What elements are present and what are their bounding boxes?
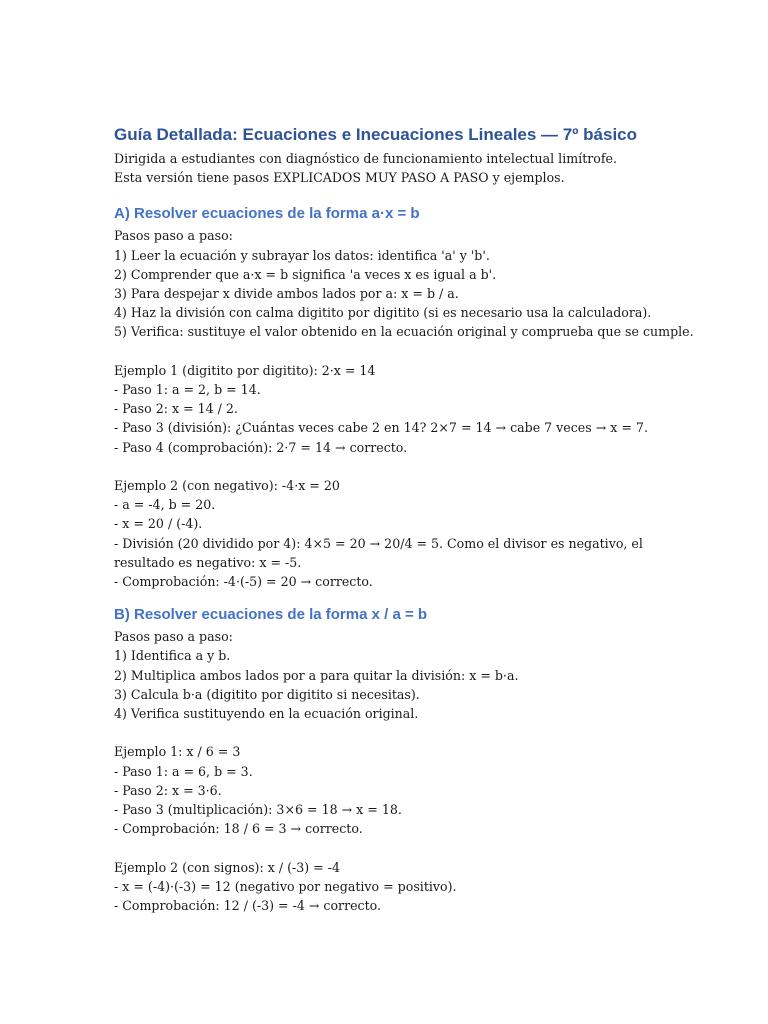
example-line: - x = 20 / (-4). [114, 516, 203, 532]
step-line: 2) Comprender que a·x = b significa 'a veces x es igual a b'. [114, 266, 497, 282]
example-line: - Comprobación: 18 / 6 = 3 → correcto. [114, 821, 363, 837]
example-line: - x = (-4)·(-3) = 12 (negativo por negativo = positivo). [114, 878, 457, 894]
example-heading: Ejemplo 1 (digitito por digitito): 2·x = 14 [114, 362, 376, 378]
intro-line: Dirigida a estudiantes con diagnóstico de funcionamiento intelectual limítrofe. [114, 151, 617, 166]
section-b-body [114, 627, 734, 915]
example-line: - Paso 2: x = 3·6. [114, 782, 222, 798]
step-line: 4) Verifica sustituyendo en la ecuación original. [114, 706, 419, 722]
example-line: - Paso 4 (comprobación): 2·7 = 14 → correcto. [114, 439, 408, 455]
example-line: - a = -4, b = 20. [114, 497, 216, 513]
spacer [114, 342, 734, 361]
section-b-heading: B) Resolver ecuaciones de la forma x / a = b [114, 606, 428, 624]
section-a-heading: A) Resolver ecuaciones de la forma a·x = b [114, 205, 420, 223]
example-line: - Paso 1: a = 2, b = 14. [114, 382, 261, 398]
document-page [114, 124, 734, 915]
document-title: Guía Detallada: Ecuaciones e Inecuaciones Lineales — 7º básico [114, 125, 638, 144]
example-heading: Ejemplo 1: x / 6 = 3 [114, 744, 241, 760]
example-line: - Paso 3 (división): ¿Cuántas veces cabe 2 en 14? 2×7 = 14 → cabe 7 veces → x = 7. [114, 420, 648, 436]
example-heading: Ejemplo 2 (con negativo): -4·x = 20 [114, 478, 340, 494]
spacer [114, 457, 734, 476]
example-line: - Paso 1: a = 6, b = 3. [114, 763, 253, 779]
step-line: 1) Identifica a y b. [114, 648, 231, 664]
example-line: - Paso 3 (multiplicación): 3×6 = 18 → x = 18. [114, 802, 402, 818]
intro [114, 149, 734, 187]
step-line: 5) Verifica: sustituye el valor obtenido en la ecuación original y comprueba que se cumple. [114, 324, 694, 340]
intro-line: Esta versión tiene pasos EXPLICADOS MUY PASO A PASO y ejemplos. [114, 170, 565, 186]
step-line: 3) Calcula b·a (digitito por digitito si necesitas). [114, 686, 420, 702]
example-line: - Comprobación: 12 / (-3) = -4 → correcto. [114, 898, 382, 914]
spacer [114, 838, 734, 857]
steps-intro: Pasos paso a paso: [114, 629, 233, 645]
step-line: 2) Multiplica ambos lados por a para quitar la división: x = b·a. [114, 667, 519, 683]
example-line: - División (20 dividido por 4): 4×5 = 20 → 20/4 = 5. Como el divisor es negativo, el resultado es negativo: x = -5. [114, 535, 643, 570]
step-line: 1) Leer la ecuación y subrayar los datos: identifica 'a' y 'b'. [114, 247, 490, 263]
spacer [114, 723, 734, 742]
step-line: 4) Haz la división con calma digitito por digitito (si es necesario usa la calculadora). [114, 305, 652, 321]
example-heading: Ejemplo 2 (con signos): x / (-3) = -4 [114, 859, 340, 875]
section-a-body [114, 226, 734, 591]
example-line: - Comprobación: -4·(-5) = 20 → correcto. [114, 574, 373, 590]
example-line: - Paso 2: x = 14 / 2. [114, 401, 238, 417]
steps-intro: Pasos paso a paso: [114, 228, 233, 244]
step-line: 3) Para despejar x divide ambos lados por a: x = b / a. [114, 286, 459, 302]
